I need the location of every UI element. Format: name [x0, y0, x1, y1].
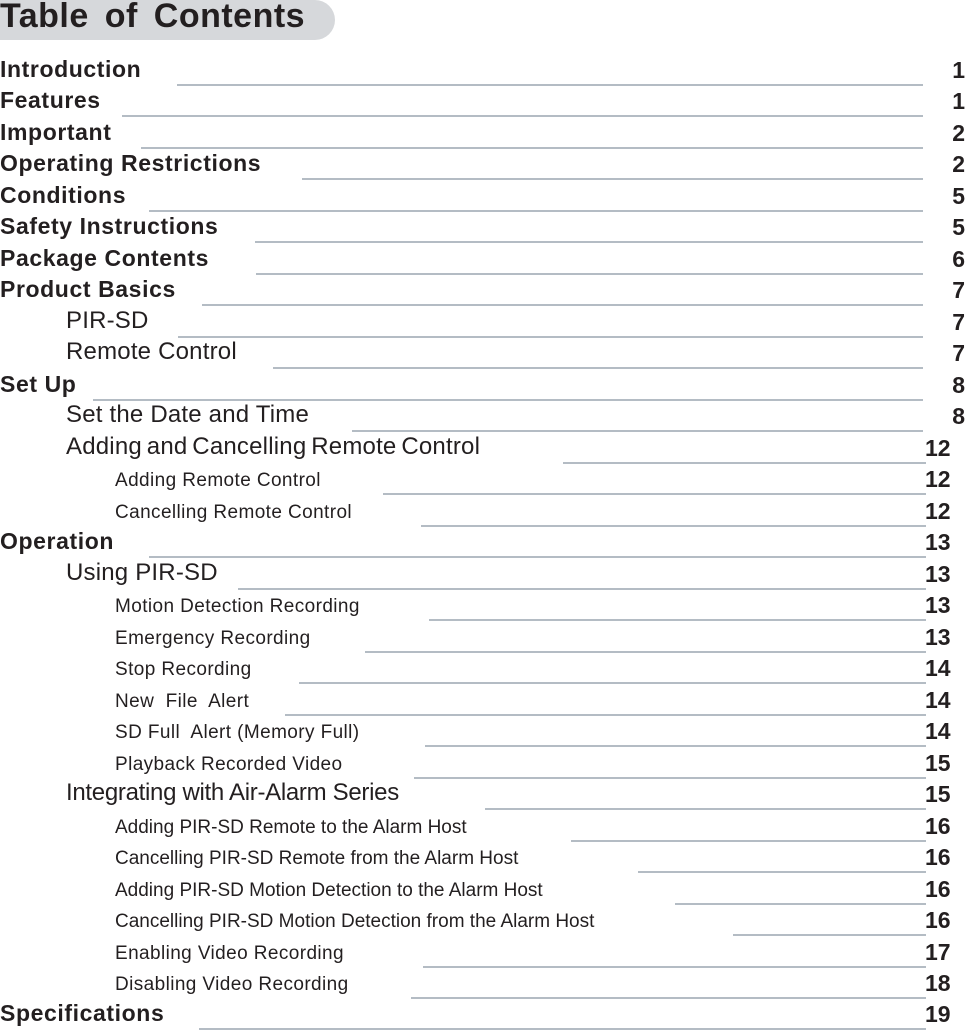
toc-entry-page: 15: [925, 750, 951, 776]
toc-entry-page: 12: [925, 435, 951, 461]
toc-entry-label: Adding and Cancelling Remote Control: [66, 433, 481, 460]
toc-entry-features[interactable]: [0, 89, 965, 120]
toc-header: [0, 0, 335, 40]
toc-entry-integrating-air-alarm[interactable]: [0, 779, 965, 813]
toc-entry-product-basics[interactable]: [0, 278, 965, 309]
toc-entry-page: 13: [925, 624, 951, 650]
toc-entry-adding-remote-alarm-host[interactable]: [0, 814, 965, 845]
leader-line: [733, 934, 926, 936]
leader-line: [365, 651, 926, 653]
toc-entry-label: Adding PIR-SD Motion Detection to the Alarm Host: [115, 880, 543, 901]
toc-entry-page: 1: [952, 88, 965, 114]
toc-entry-new-file-alert[interactable]: [0, 688, 965, 719]
toc-entry-page: 6: [952, 246, 965, 272]
leader-line: [638, 871, 926, 873]
toc-entry-label: Safety Instructions: [0, 213, 219, 239]
toc-entry-page: 18: [925, 970, 951, 996]
toc-entry-introduction[interactable]: [0, 58, 965, 89]
toc-entry-emergency-recording[interactable]: [0, 625, 965, 656]
toc-entry-adding-remote[interactable]: [0, 467, 965, 498]
leader-line: [256, 273, 923, 275]
toc-entry-label: PIR-SD: [66, 307, 149, 334]
toc-entry-page: 7: [952, 309, 965, 335]
leader-line: [122, 115, 923, 117]
toc-entry-cancelling-remote[interactable]: [0, 499, 965, 530]
leader-line: [178, 336, 923, 338]
leader-line: [425, 745, 926, 747]
toc-entry-conditions[interactable]: [0, 184, 965, 215]
toc-entry-page: 8: [952, 372, 965, 398]
toc-entry-disabling-video-recording[interactable]: [0, 971, 965, 1002]
toc-entry-page: 15: [925, 781, 951, 807]
toc-entry-label: Important: [0, 119, 112, 145]
toc-entry-page: 2: [952, 151, 965, 177]
leader-line: [302, 178, 923, 180]
toc-entry-label: New File Alert: [115, 691, 250, 712]
toc-entry-label: Remote Control: [66, 338, 237, 365]
toc-entry-label: Adding PIR-SD Remote to the Alarm Host: [115, 817, 467, 838]
leader-line: [423, 966, 926, 968]
toc-entry-stop-recording[interactable]: [0, 656, 965, 687]
leader-line: [177, 84, 923, 86]
toc-entry-page: 2: [952, 120, 965, 146]
toc-entry-important[interactable]: [0, 121, 965, 152]
toc-entry-page: 12: [925, 466, 951, 492]
toc-entry-enabling-video-recording[interactable]: [0, 940, 965, 971]
toc-entry-label: Integrating with Air-Alarm Series: [66, 779, 399, 806]
leader-line: [273, 367, 923, 369]
toc-entry-page: 1: [952, 57, 965, 83]
toc-entry-label: Cancelling Remote Control: [115, 502, 353, 523]
leader-line: [571, 840, 926, 842]
toc-entry-cancelling-motion-detection-alarm-host[interactable]: [0, 908, 965, 939]
toc-entry-label: Operating Restrictions: [0, 150, 262, 176]
toc-entry-page: 14: [925, 687, 951, 713]
toc-entry-label: Disabling Video Recording: [115, 974, 349, 995]
leader-line: [383, 493, 926, 495]
toc-entry-label: Package Contents: [0, 245, 209, 271]
toc-entry-label: Cancelling PIR-SD Motion Detection from the Alarm Host: [115, 911, 595, 932]
toc-entry-page: 5: [952, 214, 965, 240]
toc-entry-page: 16: [925, 844, 951, 870]
toc-entry-page: 13: [925, 592, 951, 618]
toc-entry-label: Product Basics: [0, 276, 176, 302]
toc-entry-page: 14: [925, 655, 951, 681]
leader-line: [285, 714, 926, 716]
leader-line: [149, 210, 923, 212]
toc-entry-package-contents[interactable]: [0, 247, 965, 278]
toc-entry-using-pir-sd[interactable]: [0, 559, 965, 593]
toc-entry-page: 13: [925, 561, 951, 587]
toc-entry-page: 12: [925, 498, 951, 524]
toc-entry-label: Specifications: [0, 1000, 165, 1026]
toc-entry-label: Motion Detection Recording: [115, 596, 360, 617]
leader-line: [299, 682, 926, 684]
toc-entry-set-up[interactable]: [0, 373, 965, 404]
toc-entry-label: Features: [0, 87, 101, 113]
leader-line: [202, 304, 923, 306]
toc-entry-label: Set Up: [0, 371, 77, 397]
toc-entry-playback-recorded-video[interactable]: [0, 751, 965, 782]
leader-line: [421, 525, 926, 527]
toc-entry-safety-instructions[interactable]: [0, 215, 965, 246]
toc-entry-label: Introduction: [0, 56, 142, 82]
leader-line: [414, 777, 926, 779]
toc-entry-label: SD Full Alert (Memory Full): [115, 722, 360, 743]
toc-entry-page: 13: [925, 529, 951, 555]
page-title: Table of Contents: [0, 0, 306, 35]
toc-entry-label: Emergency Recording: [115, 628, 311, 649]
toc-entry-label: Conditions: [0, 182, 127, 208]
leader-line: [255, 241, 923, 243]
toc-entry-adding-motion-detection-alarm-host[interactable]: [0, 877, 965, 908]
toc-entry-motion-detection-recording[interactable]: [0, 593, 965, 624]
toc-entry-operating-restrictions[interactable]: [0, 152, 965, 183]
toc-entry-label: Playback Recorded Video: [115, 754, 343, 775]
toc-entry-cancelling-remote-alarm-host[interactable]: [0, 845, 965, 876]
leader-line: [429, 619, 926, 621]
toc-entry-sd-full-alert[interactable]: [0, 719, 965, 750]
leader-line: [563, 462, 926, 464]
leader-line: [238, 588, 926, 590]
leader-line: [149, 556, 926, 558]
toc-entry-label: Cancelling PIR-SD Remote from the Alarm Host: [115, 848, 519, 869]
toc-entry-pir-sd[interactable]: [0, 307, 965, 341]
toc-entry-page: 19: [925, 1001, 951, 1027]
toc-entry-page: 16: [925, 876, 951, 902]
toc-entry-page: 16: [925, 813, 951, 839]
toc-entry-page: 17: [925, 939, 951, 965]
toc-entry-set-date-time[interactable]: [0, 401, 965, 435]
toc-entry-operation[interactable]: [0, 530, 965, 561]
leader-line: [411, 997, 926, 999]
toc-entry-label: Enabling Video Recording: [115, 943, 344, 964]
leader-line: [485, 808, 926, 810]
toc-entry-page: 8: [952, 403, 965, 429]
leader-line: [141, 147, 923, 149]
toc-entry-remote-control[interactable]: [0, 338, 965, 372]
toc-entry-specifications[interactable]: [0, 1002, 965, 1033]
toc-entry-page: 14: [925, 718, 951, 744]
toc-entry-page: 5: [952, 183, 965, 209]
toc-entry-label: Using PIR-SD: [66, 559, 218, 586]
toc-entry-label: Operation: [0, 528, 115, 554]
leader-line: [352, 430, 923, 432]
leader-line: [675, 903, 926, 905]
toc-entry-page: 16: [925, 907, 951, 933]
toc-entry-label: Set the Date and Time: [66, 401, 310, 428]
toc-entry-adding-cancelling-remote[interactable]: [0, 433, 965, 467]
toc-entry-page: 7: [952, 340, 965, 366]
toc-entry-label: Stop Recording: [115, 659, 252, 680]
toc-entry-page: 7: [952, 277, 965, 303]
toc-entry-label: Adding Remote Control: [115, 470, 321, 491]
